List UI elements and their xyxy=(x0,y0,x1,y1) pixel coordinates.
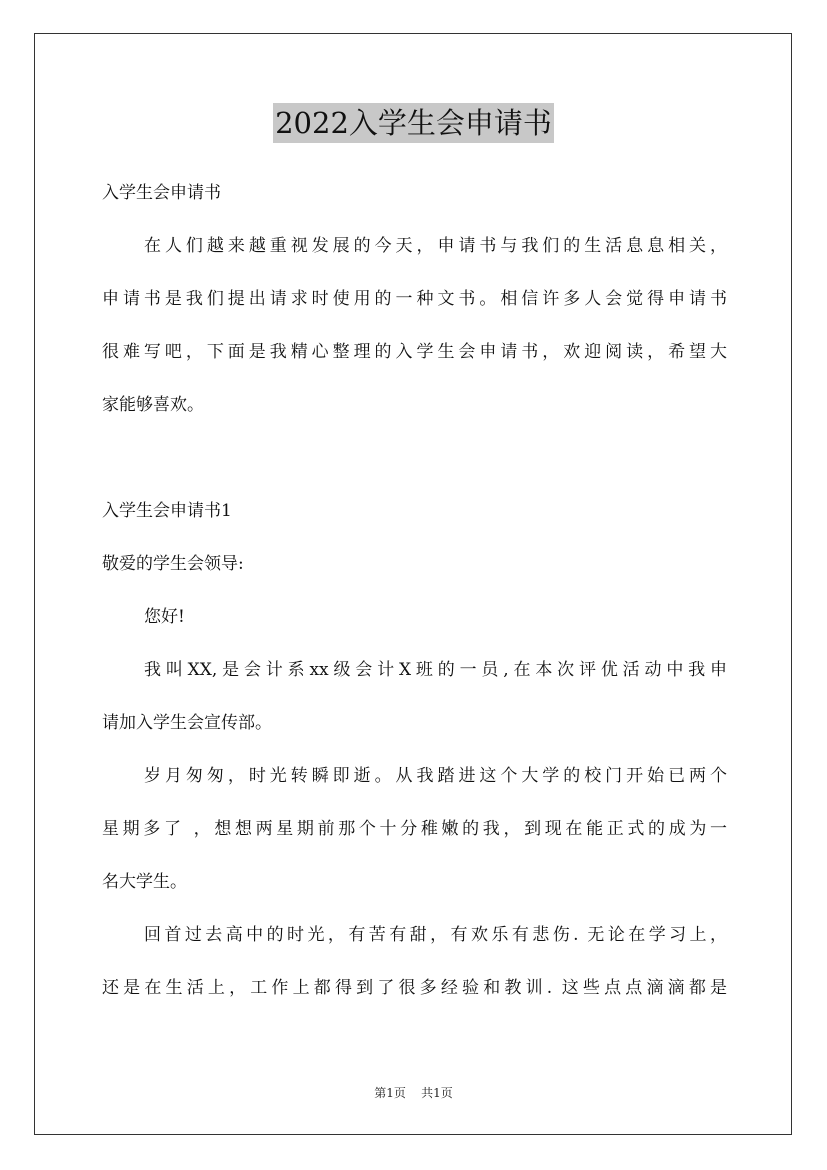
intro-line: 很难写吧，下面是我精心整理的入学生会申请书，欢迎阅读，希望大 xyxy=(102,342,727,362)
intro-line: 申请书是我们提出请求时使用的一种文书。相信许多人会觉得申请书 xyxy=(102,289,727,309)
paragraph-line: 岁月匆匆，时光转瞬即逝。从我踏进这个大学的校门开始已两个 xyxy=(144,766,727,786)
salutation: 敬爱的学生会领导: xyxy=(102,554,244,574)
page-footer xyxy=(0,1083,827,1103)
paragraph-line: 回首过去高中的时光，有苦有甜，有欢乐有悲伤. 无论在学习上， xyxy=(144,925,727,945)
paragraph-line: 请加入学生会宣传部。 xyxy=(102,713,272,733)
page-total: 共1页 xyxy=(421,1086,453,1100)
subtitle: 入学生会申请书 xyxy=(102,183,221,203)
greeting: 您好! xyxy=(144,607,185,627)
paragraph-line: 我叫XX,是会计系xx级会计X班的一员,在本次评优活动中我申 xyxy=(144,660,727,680)
section-heading: 入学生会申请书1 xyxy=(102,501,232,521)
intro-line: 家能够喜欢。 xyxy=(102,395,204,415)
footer-spacer xyxy=(410,1086,418,1100)
document-title: 2022入学生会申请书 xyxy=(273,103,554,143)
intro-line: 在人们越来越重视发展的今天，申请书与我们的生活息息相关， xyxy=(144,236,727,256)
title-container xyxy=(0,103,827,143)
blank-line xyxy=(102,435,742,488)
paragraph-line: 名大学生。 xyxy=(102,872,187,892)
page-number: 第1页 xyxy=(374,1086,406,1100)
paragraph-line: 星期多了 ，想想两星期前那个十分稚嫩的我，到现在能正式的成为一 xyxy=(102,819,727,839)
document-body xyxy=(102,170,742,1018)
paragraph-line: 还是在生活上，工作上都得到了很多经验和教训. 这些点点滴滴都是 xyxy=(102,978,727,998)
